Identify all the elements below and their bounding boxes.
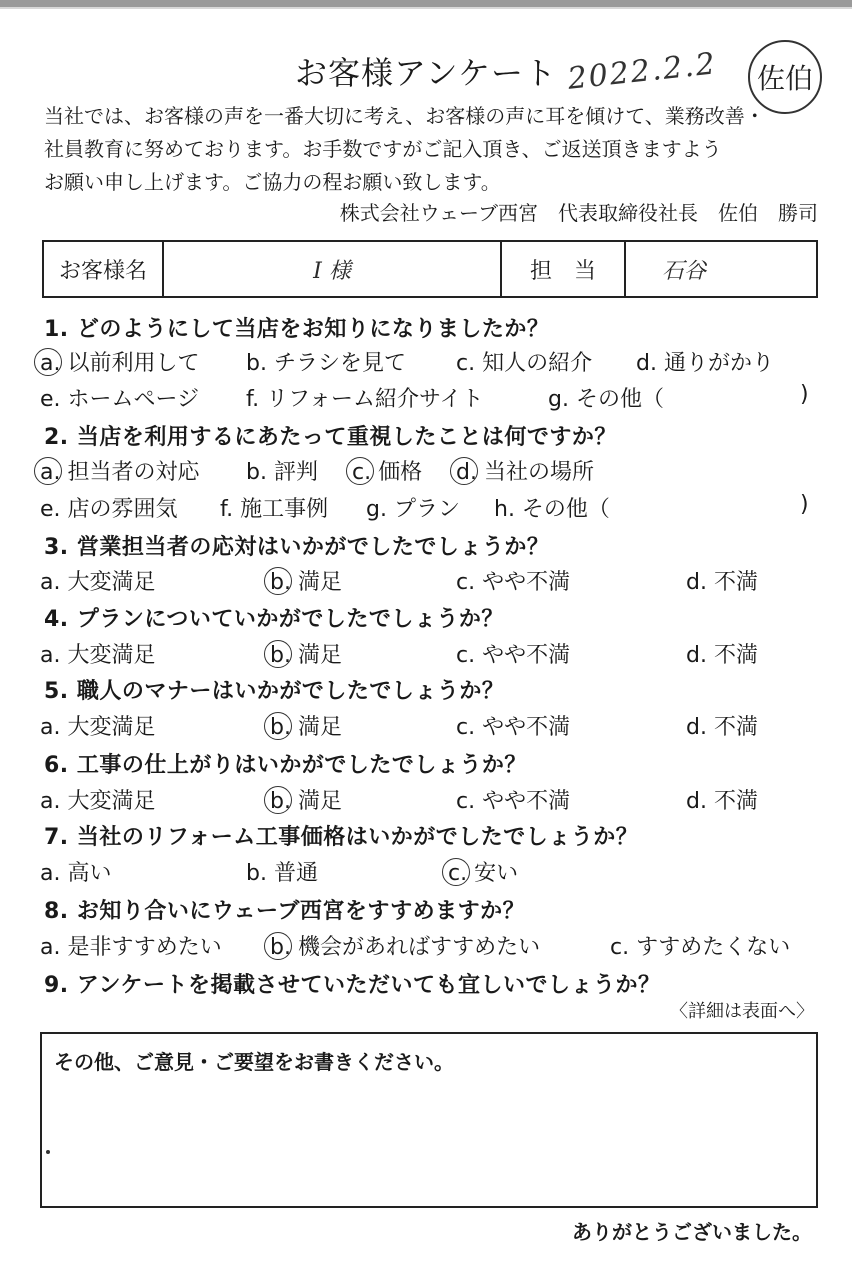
details-note: 〈詳細は表面へ〉	[670, 1001, 814, 1022]
q4-option-d: d. 不満	[686, 643, 758, 668]
q4-option-a: a. 大変満足	[40, 643, 156, 668]
stray-mark	[46, 1150, 50, 1154]
q2-paren-close: )	[800, 492, 809, 517]
comment-label: その他、ご意見・ご要望をお書きください。	[54, 1050, 454, 1074]
answer-circle-mark	[34, 348, 62, 376]
answer-circle-mark	[264, 932, 292, 960]
q6-option-b: b. 満足	[270, 789, 342, 814]
q5-option-d: d. 不満	[686, 715, 758, 740]
answer-circle-mark	[450, 457, 478, 485]
q2-option-c: c. 価格	[352, 460, 423, 485]
question-3: 3. 営業担当者の応対はいかがでしたでしょうか？	[44, 535, 550, 560]
customer-name-label: お客様名	[44, 242, 164, 296]
q5-option-a: a. 大変満足	[40, 715, 156, 740]
q1-option-a: a. 以前利用して	[40, 351, 200, 376]
handwritten-date: 2022.2.2	[566, 46, 719, 97]
q3-option-a: a. 大変満足	[40, 570, 156, 595]
question-6: 6. 工事の仕上がりはいかがでしたでしょうか？	[44, 753, 527, 778]
intro-line: 社員教育に努めております。お手数ですがご記入頂き、ご返送頂きますよう	[44, 137, 722, 161]
question-8: 8. お知り合いにウェーブ西宮をすすめますか？	[44, 899, 526, 924]
q8-option-a: a. 是非すすめたい	[40, 935, 222, 960]
q7-option-b: b. 普通	[246, 861, 318, 886]
q3-option-d: d. 不満	[686, 570, 758, 595]
answer-circle-mark	[34, 457, 62, 485]
question-9: 9. アンケートを掲載させていただいても宜しいでしょうか？	[44, 973, 661, 998]
answer-circle-mark	[264, 786, 292, 814]
company-signature: 株式会社ウェーブ西宮 代表取締役社長 佐伯 勝司	[339, 201, 818, 225]
q3-option-c: c. やや不満	[456, 570, 571, 595]
intro-line: 当社では、お客様の声を一番大切に考え、お客様の声に耳を傾けて、業務改善・	[44, 104, 765, 128]
q2-option-e: e. 店の雰囲気	[40, 497, 178, 522]
staff-label: 担 当	[502, 242, 626, 296]
question-1: 1. どのようにして当店をお知りになりましたか？	[44, 317, 550, 342]
comment-box[interactable]	[40, 1032, 818, 1208]
q6-option-c: c. やや不満	[456, 789, 571, 814]
customer-name-value: I 様	[164, 242, 502, 296]
q1-option-f: f. リフォーム紹介サイト	[246, 387, 484, 412]
q2-option-b: b. 評判	[246, 460, 318, 485]
q4-option-c: c. やや不満	[456, 643, 571, 668]
q2-option-f: f. 施工事例	[220, 497, 329, 522]
q5-option-b: b. 満足	[270, 715, 342, 740]
q1-option-d: d. 通りがかり	[636, 351, 774, 376]
q7-option-a: a. 高い	[40, 861, 112, 886]
q2-option-g: g. プラン	[366, 497, 460, 522]
q6-option-d: d. 不満	[686, 789, 758, 814]
q5-option-c: c. やや不満	[456, 715, 571, 740]
q1-option-g: g. その他（	[548, 387, 664, 412]
q2-option-a: a. 担当者の対応	[40, 460, 200, 485]
scan-edge-shadow	[0, 7, 852, 9]
q8-option-b: b. 機会があればすすめたい	[270, 935, 541, 960]
intro-text	[44, 100, 824, 199]
q2-option-d: d. 当社の場所	[456, 460, 594, 485]
q1-option-e: e. ホームページ	[40, 387, 200, 412]
thanks-text: ありがとうございました。	[572, 1220, 812, 1244]
scan-edge	[0, 0, 852, 7]
answer-circle-mark	[264, 640, 292, 668]
q7-option-c: c. 安い	[448, 861, 519, 886]
q1-option-c: c. 知人の紹介	[456, 351, 593, 376]
question-2: 2. 当店を利用するにあたって重視したことは何ですか？	[44, 425, 617, 450]
intro-line: お願い申し上げます。ご協力の程お願い致します。	[44, 170, 501, 194]
answer-circle-mark	[264, 567, 292, 595]
q8-option-c: c. すすめたくない	[610, 935, 791, 960]
question-7: 7. 当社のリフォーム工事価格はいかがでしたでしょうか？	[44, 825, 639, 850]
q3-option-b: b. 満足	[270, 570, 342, 595]
answer-circle-mark	[264, 712, 292, 740]
answer-circle-mark	[346, 457, 374, 485]
staff-value: 石谷	[662, 258, 707, 284]
q1-paren-close: )	[800, 382, 809, 407]
customer-info-table	[42, 240, 818, 298]
question-4: 4. プランについていかがでしたでしょうか？	[44, 607, 504, 632]
seal-stamp: 佐伯	[748, 40, 822, 114]
question-5: 5. 職人のマナーはいかがでしたでしょうか？	[44, 679, 505, 704]
q2-option-h: h. その他（	[494, 497, 610, 522]
q6-option-a: a. 大変満足	[40, 789, 156, 814]
survey-title: お客様アンケート	[294, 54, 558, 92]
q1-option-b: b. チラシを見て	[246, 351, 406, 376]
q4-option-b: b. 満足	[270, 643, 342, 668]
answer-circle-mark	[442, 858, 470, 886]
